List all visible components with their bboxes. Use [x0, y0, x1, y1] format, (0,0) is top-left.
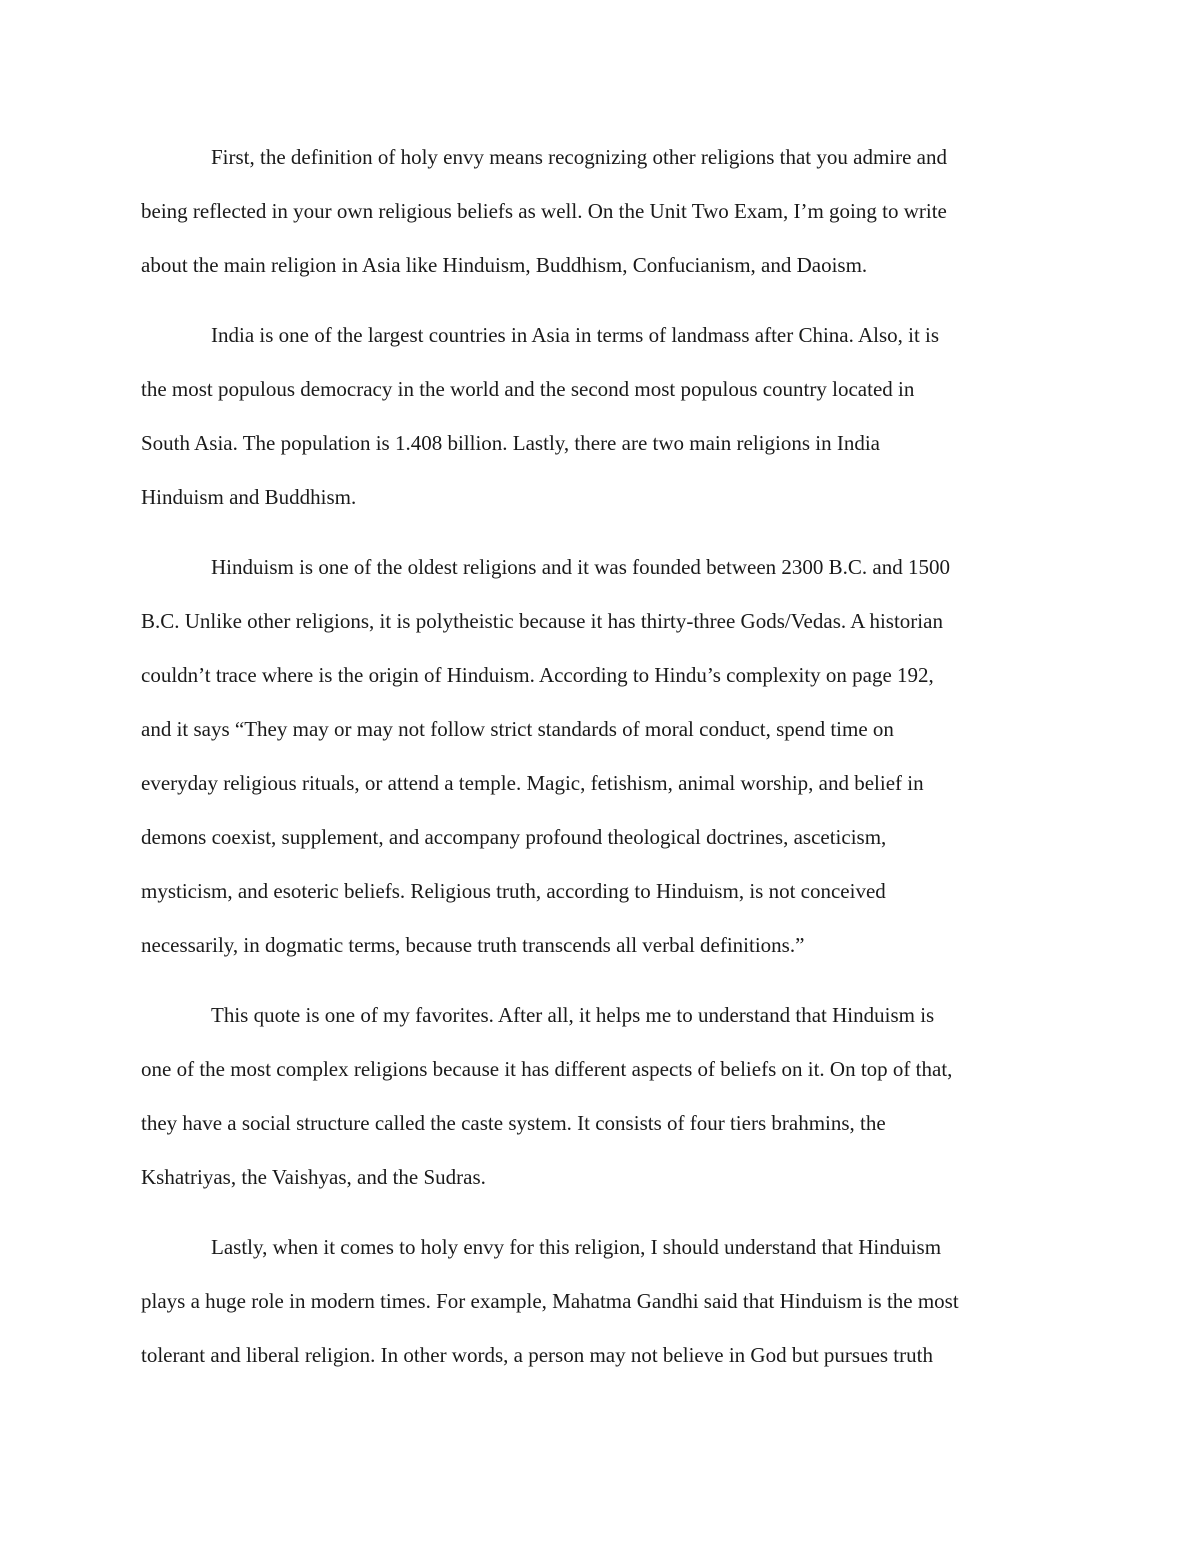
text-line: demons coexist, supplement, and accompany profound theological doctrines, asceticism,	[141, 825, 887, 849]
text-line: about the main religion in Asia like Hinduism, Buddhism, Confucianism, and Daoism.	[141, 253, 868, 277]
text-line: plays a huge role in modern times. For example, Mahatma Gandhi said that Hinduism is the most	[141, 1289, 959, 1313]
text-line: one of the most complex religions because it has different aspects of beliefs on it. On top of that,	[141, 1057, 953, 1081]
text-line: tolerant and liberal religion. In other words, a person may not believe in God but pursues truth	[141, 1343, 933, 1367]
text-line: everyday religious rituals, or attend a temple. Magic, fetishism, animal worship, and belief in	[141, 771, 924, 795]
text-line: the most populous democracy in the world and the second most populous country located in	[141, 377, 915, 401]
text-line: necessarily, in dogmatic terms, because truth transcends all verbal definitions.”	[141, 933, 805, 957]
text-line: mysticism, and esoteric beliefs. Religious truth, according to Hinduism, is not conceived	[141, 879, 886, 903]
text-line: Kshatriyas, the Vaishyas, and the Sudras.	[141, 1165, 486, 1189]
text-line: couldn’t trace where is the origin of Hinduism. According to Hindu’s complexity on page 192,	[141, 663, 934, 687]
text-line: Hinduism and Buddhism.	[141, 485, 357, 509]
text-line: being reflected in your own religious beliefs as well. On the Unit Two Exam, I’m going to write	[141, 199, 947, 223]
text-line: Hinduism is one of the oldest religions and it was founded between 2300 B.C. and 1500	[211, 555, 950, 579]
text-line: This quote is one of my favorites. After all, it helps me to understand that Hinduism is	[211, 1003, 935, 1027]
text-line: and it says “They may or may not follow strict standards of moral conduct, spend time on	[141, 717, 894, 741]
text-line: South Asia. The population is 1.408 billion. Lastly, there are two main religions in India	[141, 431, 880, 455]
text-line: India is one of the largest countries in Asia in terms of landmass after China. Also, it is	[211, 323, 940, 347]
text-line: Lastly, when it comes to holy envy for this religion, I should understand that Hinduism	[211, 1235, 942, 1259]
text-line: First, the definition of holy envy means recognizing other religions that you admire and	[211, 145, 947, 169]
text-line: they have a social structure called the caste system. It consists of four tiers brahmins, the	[141, 1111, 886, 1135]
text-line: B.C. Unlike other religions, it is polytheistic because it has thirty-three Gods/Vedas. A historian	[141, 609, 943, 633]
